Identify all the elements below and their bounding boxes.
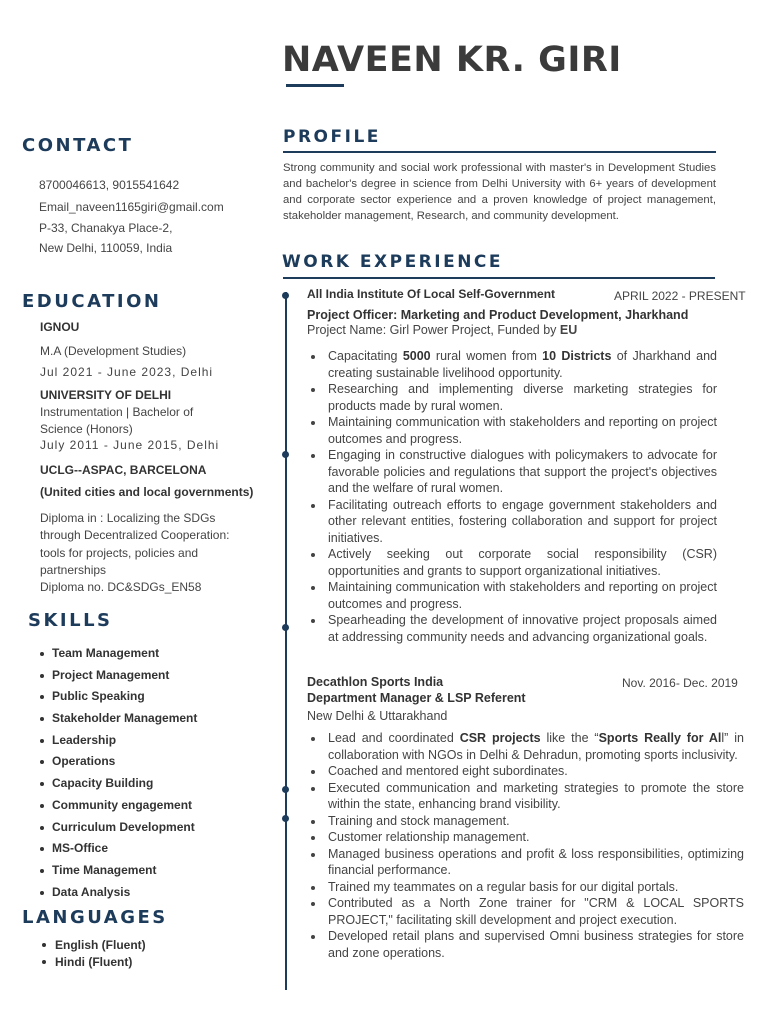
job-bullet: Developed retail plans and supervised Omni business strategies for store and zone operations. <box>307 928 744 961</box>
skill-item: Time Management <box>38 862 197 884</box>
job-bullet: Spearheading the development of innovative project proposals aimed at addressing community needs and advancing organizational goals. <box>307 612 717 645</box>
job-bullet: Contributed as a North Zone trainer for "CRM & LOCAL SPORTS PROJECT," facilitating skill development and project execution. <box>307 895 744 928</box>
profile-rule <box>283 151 716 153</box>
job-bullet: Engaging in constructive dialogues with policymakers to advocate for favorable policies and regulations that support the project's objectives and the welfare of rural women. <box>307 447 717 497</box>
education-desc-line: tools for projects, policies and <box>40 546 199 560</box>
job-role: Project Officer: Marketing and Product Development, Jharkhand <box>307 308 689 322</box>
name-underline <box>286 84 344 87</box>
job-project <box>307 323 577 337</box>
job-bullet: Managed business operations and profit & loss responsibilities, optimizing financial performance. <box>307 846 744 879</box>
education-degree-line: Instrumentation | Bachelor of <box>40 405 194 419</box>
job-dates: APRIL 2022 - PRESENT <box>614 289 746 303</box>
education-desc-line: Diploma no. DC&SDGs_EN58 <box>40 580 202 594</box>
job-bullet: Researching and implementing diverse marketing strategies for products made by rural women. <box>307 381 717 414</box>
education-desc-line: Diploma in : Localizing the SDGs <box>40 511 216 525</box>
education-desc-line: through Decentralized Cooperation: <box>40 528 230 542</box>
job-bullet: Coached and mentored eight subordinates. <box>307 763 744 780</box>
job-project-funder: EU <box>559 323 578 337</box>
skill-item: Community engagement <box>38 797 197 819</box>
job-bullet: Executed communication and marketing strategies to promote the store within the state, enhancing brand visibility. <box>307 780 744 813</box>
job-bullet: Maintaining communication with stakeholders and reporting on project outcomes and progress. <box>307 414 717 447</box>
timeline-dot <box>282 786 289 793</box>
job-bullet: Training and stock management. <box>307 813 744 830</box>
job-organization: All India Institute Of Local Self-Government <box>307 287 556 301</box>
skill-item: Leadership <box>38 732 197 754</box>
skill-item: Curriculum Development <box>38 819 197 841</box>
job-bullet: Actively seeking out corporate social responsibility (CSR) opportunities and grants to support organizational initiatives. <box>307 546 717 579</box>
skill-item: Stakeholder Management <box>38 710 197 732</box>
job-bullets <box>307 730 744 961</box>
timeline-line <box>285 292 287 990</box>
contact-address-line2: New Delhi, 110059, India <box>39 241 173 255</box>
skill-item: Operations <box>38 753 197 775</box>
skill-item: Capacity Building <box>38 775 197 797</box>
education-institution: UCLG--ASPAC, BARCELONA <box>40 463 207 477</box>
contact-heading: CONTACT <box>22 135 134 156</box>
timeline-dot <box>282 451 289 458</box>
job-bullet: Trained my teammates on a regular basis for our digital portals. <box>307 879 744 896</box>
job-role: Department Manager & LSP Referent <box>307 691 526 705</box>
skill-item: Team Management <box>38 645 197 667</box>
timeline-dot <box>282 815 289 822</box>
contact-address-line1: P-33, Chanakya Place-2, <box>39 221 173 235</box>
education-degree-line: Science (Honors) <box>40 422 133 436</box>
resume-name: NAVEEN KR. GIRI <box>282 40 622 80</box>
education-institution: UNIVERSITY OF DELHI <box>40 388 172 402</box>
languages-list <box>40 937 146 971</box>
education-degree: M.A (Development Studies) <box>40 344 187 358</box>
education-subtitle: (United cities and local governments) <box>40 485 254 499</box>
skill-item: Data Analysis <box>38 884 197 906</box>
skills-heading: SKILLS <box>28 610 113 631</box>
work-rule <box>283 277 715 279</box>
job-location: New Delhi & Uttarakhand <box>307 709 448 723</box>
contact-email: Email_naveen1165giri@gmail.com <box>39 200 224 214</box>
job-project-name: Project Name: Girl Power Project, Funded by <box>307 323 560 337</box>
education-institution: IGNOU <box>40 320 80 334</box>
job-bullets <box>307 348 717 645</box>
job-dates: Nov. 2016- Dec. 2019 <box>622 676 738 690</box>
skill-item: MS-Office <box>38 840 197 862</box>
job-bullet: Capacitating 5000 rural women from 10 Districts of Jharkhand and creating sustainable livelihood opportunity. <box>307 348 717 381</box>
education-dates: July 2011 - June 2015, Delhi <box>40 438 220 452</box>
timeline-dot <box>282 624 289 631</box>
language-item: Hindi (Fluent) <box>40 954 146 971</box>
job-bullet: Lead and coordinated CSR projects like the “Sports Really for All” in collaboration with NGOs in Delhi & Dehradun, promoting sports inclusivity. <box>307 730 744 763</box>
education-dates: Jul 2021 - June 2023, Delhi <box>40 365 214 379</box>
contact-phone: 8700046613, 9015541642 <box>39 178 180 192</box>
job-bullet: Facilitating outreach efforts to engage government stakeholders and other relevant entities, fostering collaboration and support for project initiatives. <box>307 497 717 547</box>
skill-item: Project Management <box>38 667 197 689</box>
job-bullet: Maintaining communication with stakeholders and reporting on project outcomes and progress. <box>307 579 717 612</box>
profile-heading: PROFILE <box>283 127 381 147</box>
work-heading: WORK EXPERIENCE <box>282 252 504 272</box>
education-desc-line: partnerships <box>40 563 107 577</box>
skill-item: Public Speaking <box>38 688 197 710</box>
job-bullet: Customer relationship management. <box>307 829 744 846</box>
profile-text: Strong community and social work professional with master's in Development Studies and bachelor's degree in science from Delhi University with 6+ years of development and corporate sector experience and a proven knowledge of project management, stakeholder management, Research, and community development. <box>283 162 716 222</box>
job-organization: Decathlon Sports India <box>307 675 444 689</box>
timeline-dot <box>282 292 289 299</box>
languages-heading: LANGUAGES <box>22 907 168 928</box>
education-heading: EDUCATION <box>22 291 162 312</box>
skills-list <box>38 645 197 905</box>
language-item: English (Fluent) <box>40 937 146 954</box>
